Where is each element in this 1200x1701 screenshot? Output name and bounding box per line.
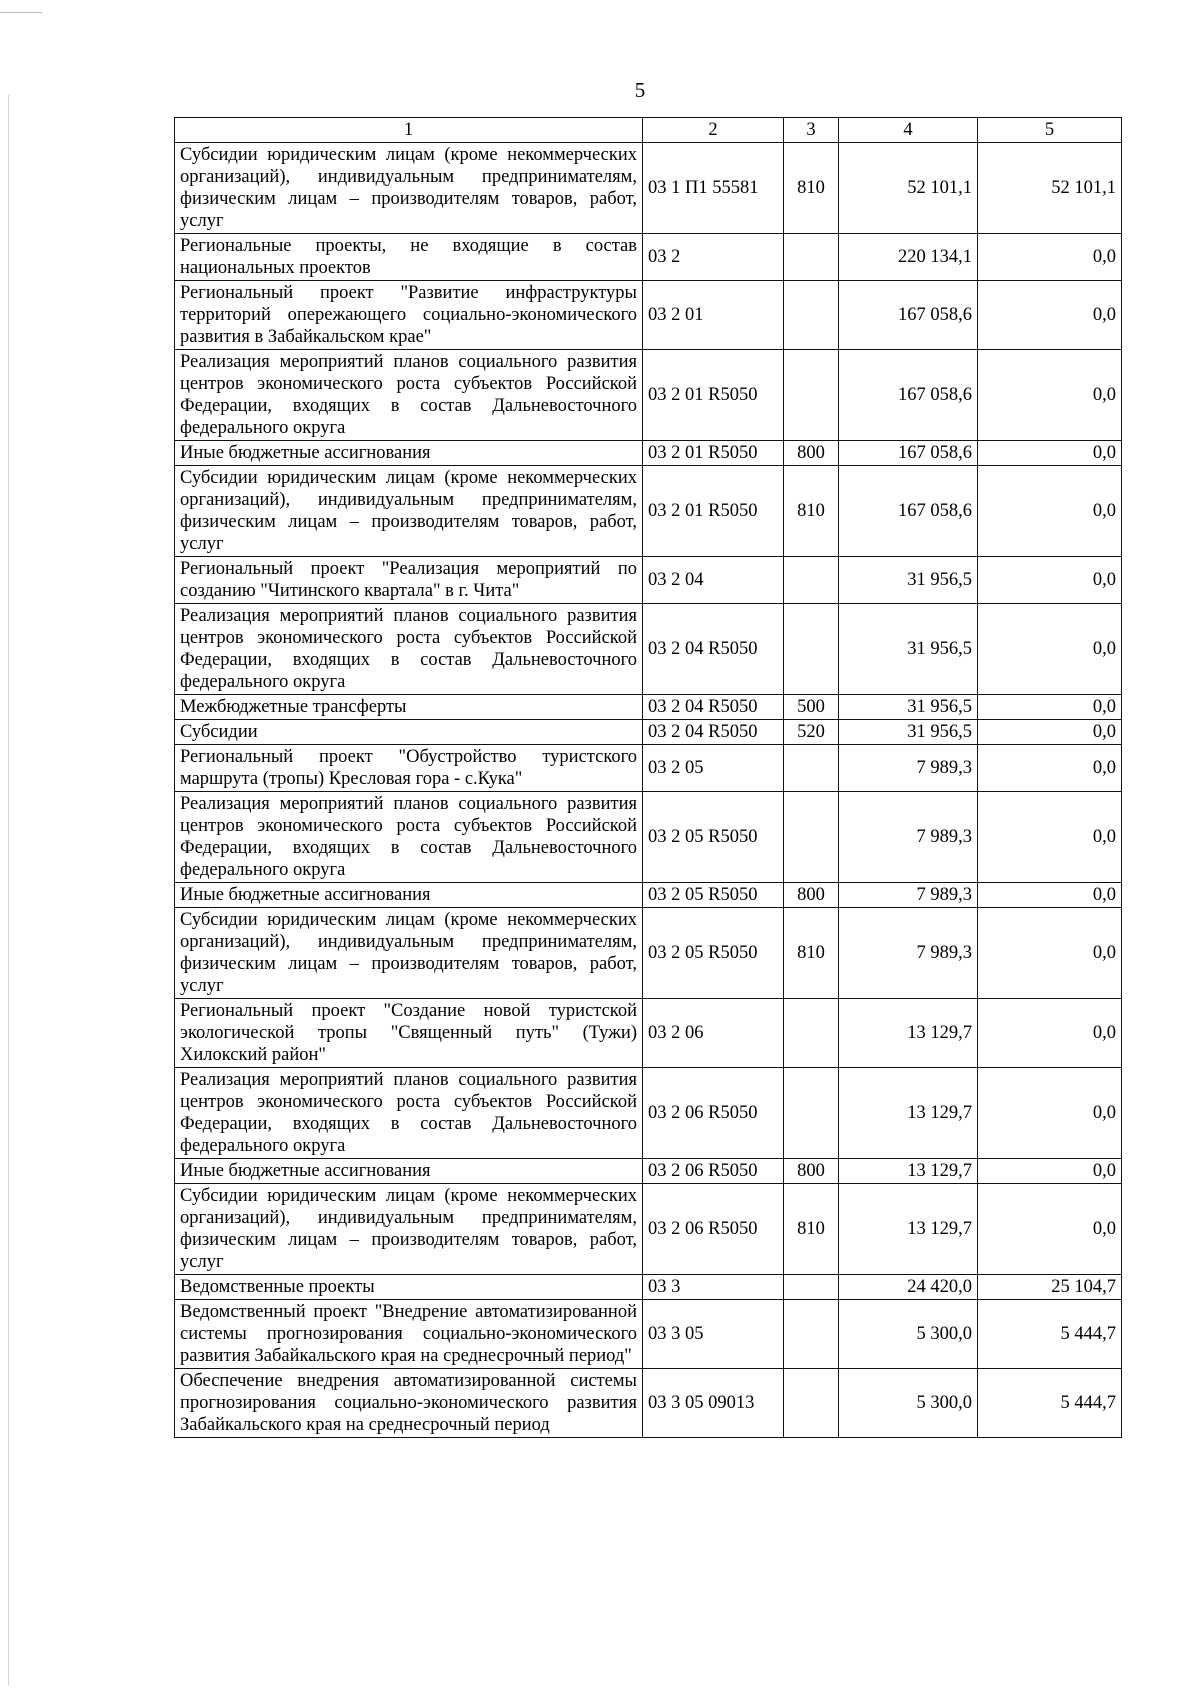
header-col-5: 5 bbox=[978, 118, 1122, 143]
table-row bbox=[175, 1369, 1122, 1438]
header-col-1: 1 bbox=[175, 118, 643, 143]
row-name-cell: Ведомственный проект "Внедрение автоматизированной системы прогнозирования социально-экономического развития Забайкальского края на среднесрочный период" bbox=[175, 1300, 643, 1369]
row-amount-1-cell: 5 300,0 bbox=[839, 1369, 978, 1438]
row-name-cell: Региональные проекты, не входящие в состав национальных проектов bbox=[175, 234, 643, 281]
row-amount-2-cell: 5 444,7 bbox=[978, 1369, 1122, 1438]
row-name-cell: Субсидии bbox=[175, 720, 643, 745]
header-col-2: 2 bbox=[643, 118, 784, 143]
row-expense-type-cell: 520 bbox=[784, 720, 839, 745]
row-amount-2-cell: 0,0 bbox=[978, 908, 1122, 999]
row-code-cell: 03 2 01 R5050 bbox=[643, 466, 784, 557]
row-expense-type-cell bbox=[784, 1275, 839, 1300]
row-amount-1-cell: 167 058,6 bbox=[839, 350, 978, 441]
row-amount-2-cell: 0,0 bbox=[978, 695, 1122, 720]
row-expense-type-cell: 500 bbox=[784, 695, 839, 720]
row-amount-1-cell: 31 956,5 bbox=[839, 604, 978, 695]
row-amount-2-cell: 0,0 bbox=[978, 350, 1122, 441]
row-amount-1-cell: 167 058,6 bbox=[839, 466, 978, 557]
row-name-cell: Реализация мероприятий планов социального развития центров экономического роста субъектов Российской Федерации, входящих в состав Дальневосточного федерального округа bbox=[175, 350, 643, 441]
row-expense-type-cell: 800 bbox=[784, 1159, 839, 1184]
row-amount-1-cell: 7 989,3 bbox=[839, 883, 978, 908]
row-amount-2-cell: 52 101,1 bbox=[978, 143, 1122, 234]
row-expense-type-cell: 810 bbox=[784, 1184, 839, 1275]
row-amount-1-cell: 13 129,7 bbox=[839, 999, 978, 1068]
row-amount-1-cell: 167 058,6 bbox=[839, 281, 978, 350]
row-expense-type-cell bbox=[784, 745, 839, 792]
row-name-cell: Региональный проект "Реализация мероприятий по созданию "Читинского квартала" в г. Чита" bbox=[175, 557, 643, 604]
table-row bbox=[175, 441, 1122, 466]
page-number: 5 bbox=[634, 78, 646, 102]
scan-edge-line bbox=[8, 95, 9, 1685]
row-amount-2-cell: 0,0 bbox=[978, 883, 1122, 908]
row-amount-2-cell: 0,0 bbox=[978, 720, 1122, 745]
table-row bbox=[175, 908, 1122, 999]
row-amount-1-cell: 7 989,3 bbox=[839, 792, 978, 883]
row-expense-type-cell bbox=[784, 234, 839, 281]
row-amount-2-cell: 0,0 bbox=[978, 1159, 1122, 1184]
row-expense-type-cell bbox=[784, 281, 839, 350]
table-row bbox=[175, 720, 1122, 745]
row-expense-type-cell bbox=[784, 1068, 839, 1159]
row-amount-2-cell: 0,0 bbox=[978, 999, 1122, 1068]
row-amount-1-cell: 31 956,5 bbox=[839, 720, 978, 745]
row-expense-type-cell bbox=[784, 1369, 839, 1438]
row-expense-type-cell: 800 bbox=[784, 441, 839, 466]
row-amount-2-cell: 5 444,7 bbox=[978, 1300, 1122, 1369]
row-code-cell: 03 2 06 R5050 bbox=[643, 1068, 784, 1159]
row-name-cell: Региональный проект "Обустройство туристского маршрута (тропы) Кресловая гора - с.Кука" bbox=[175, 745, 643, 792]
row-code-cell: 03 3 05 09013 bbox=[643, 1369, 784, 1438]
row-code-cell: 03 2 05 R5050 bbox=[643, 883, 784, 908]
table-row bbox=[175, 466, 1122, 557]
row-amount-1-cell: 167 058,6 bbox=[839, 441, 978, 466]
row-amount-2-cell: 0,0 bbox=[978, 604, 1122, 695]
row-amount-2-cell: 0,0 bbox=[978, 234, 1122, 281]
table-row bbox=[175, 143, 1122, 234]
row-name-cell: Реализация мероприятий планов социального развития центров экономического роста субъектов Российской Федерации, входящих в состав Дальневосточного федерального округа bbox=[175, 1068, 643, 1159]
row-name-cell: Межбюджетные трансферты bbox=[175, 695, 643, 720]
row-code-cell: 03 2 05 R5050 bbox=[643, 908, 784, 999]
row-expense-type-cell bbox=[784, 604, 839, 695]
row-code-cell: 03 2 05 R5050 bbox=[643, 792, 784, 883]
row-amount-1-cell: 7 989,3 bbox=[839, 745, 978, 792]
row-amount-2-cell: 0,0 bbox=[978, 1184, 1122, 1275]
row-amount-1-cell: 52 101,1 bbox=[839, 143, 978, 234]
table-row bbox=[175, 695, 1122, 720]
table-row bbox=[175, 1275, 1122, 1300]
budget-table bbox=[174, 117, 1122, 1438]
row-code-cell: 03 2 04 R5050 bbox=[643, 720, 784, 745]
table-row bbox=[175, 234, 1122, 281]
row-name-cell: Субсидии юридическим лицам (кроме некоммерческих организаций), индивидуальным предпринимателям, физическим лицам – производителям товаров, работ, услуг bbox=[175, 1184, 643, 1275]
row-code-cell: 03 2 05 bbox=[643, 745, 784, 792]
row-expense-type-cell bbox=[784, 350, 839, 441]
row-name-cell: Региональный проект "Развитие инфраструктуры территорий опережающего социально-экономического развития в Забайкальском крае" bbox=[175, 281, 643, 350]
row-expense-type-cell bbox=[784, 999, 839, 1068]
header-col-4: 4 bbox=[839, 118, 978, 143]
row-amount-1-cell: 31 956,5 bbox=[839, 557, 978, 604]
row-amount-2-cell: 25 104,7 bbox=[978, 1275, 1122, 1300]
row-expense-type-cell bbox=[784, 557, 839, 604]
table-row bbox=[175, 1184, 1122, 1275]
scan-corner-line bbox=[0, 12, 42, 13]
row-name-cell: Иные бюджетные ассигнования bbox=[175, 1159, 643, 1184]
row-amount-1-cell: 13 129,7 bbox=[839, 1184, 978, 1275]
table-row bbox=[175, 745, 1122, 792]
table-row bbox=[175, 1300, 1122, 1369]
row-code-cell: 03 2 01 bbox=[643, 281, 784, 350]
row-code-cell: 03 2 06 bbox=[643, 999, 784, 1068]
row-amount-1-cell: 5 300,0 bbox=[839, 1300, 978, 1369]
table-row bbox=[175, 999, 1122, 1068]
row-name-cell: Реализация мероприятий планов социального развития центров экономического роста субъектов Российской Федерации, входящих в состав Дальневосточного федерального округа bbox=[175, 604, 643, 695]
row-amount-1-cell: 13 129,7 bbox=[839, 1068, 978, 1159]
header-col-3: 3 bbox=[784, 118, 839, 143]
row-code-cell: 03 2 bbox=[643, 234, 784, 281]
row-code-cell: 03 2 04 bbox=[643, 557, 784, 604]
row-code-cell: 03 2 04 R5050 bbox=[643, 604, 784, 695]
row-name-cell: Иные бюджетные ассигнования bbox=[175, 441, 643, 466]
row-amount-2-cell: 0,0 bbox=[978, 281, 1122, 350]
table-row bbox=[175, 1159, 1122, 1184]
row-code-cell: 03 2 06 R5050 bbox=[643, 1184, 784, 1275]
row-expense-type-cell: 810 bbox=[784, 908, 839, 999]
row-amount-1-cell: 7 989,3 bbox=[839, 908, 978, 999]
row-code-cell: 03 3 05 bbox=[643, 1300, 784, 1369]
row-code-cell: 03 2 01 R5050 bbox=[643, 441, 784, 466]
row-amount-2-cell: 0,0 bbox=[978, 441, 1122, 466]
row-amount-2-cell: 0,0 bbox=[978, 466, 1122, 557]
row-amount-1-cell: 31 956,5 bbox=[839, 695, 978, 720]
row-expense-type-cell: 800 bbox=[784, 883, 839, 908]
row-code-cell: 03 3 bbox=[643, 1275, 784, 1300]
row-name-cell: Обеспечение внедрения автоматизированной системы прогнозирования социально-экономического развития Забайкальского края на среднесрочный период bbox=[175, 1369, 643, 1438]
row-amount-1-cell: 13 129,7 bbox=[839, 1159, 978, 1184]
table-row bbox=[175, 557, 1122, 604]
row-expense-type-cell: 810 bbox=[784, 466, 839, 557]
table-header-row bbox=[175, 118, 1122, 143]
row-name-cell: Субсидии юридическим лицам (кроме некоммерческих организаций), индивидуальным предпринимателям, физическим лицам – производителям товаров, работ, услуг bbox=[175, 466, 643, 557]
table-row bbox=[175, 1068, 1122, 1159]
row-expense-type-cell bbox=[784, 792, 839, 883]
row-code-cell: 03 1 П1 55581 bbox=[643, 143, 784, 234]
table-row bbox=[175, 792, 1122, 883]
row-name-cell: Реализация мероприятий планов социального развития центров экономического роста субъектов Российской Федерации, входящих в состав Дальневосточного федерального округа bbox=[175, 792, 643, 883]
row-name-cell: Региональный проект "Создание новой туристской экологической тропы "Священный путь" (Тужи) Хилокский район" bbox=[175, 999, 643, 1068]
row-code-cell: 03 2 01 R5050 bbox=[643, 350, 784, 441]
row-code-cell: 03 2 06 R5050 bbox=[643, 1159, 784, 1184]
row-amount-2-cell: 0,0 bbox=[978, 1068, 1122, 1159]
row-expense-type-cell: 810 bbox=[784, 143, 839, 234]
row-name-cell: Субсидии юридическим лицам (кроме некоммерческих организаций), индивидуальным предпринимателям, физическим лицам – производителям товаров, работ, услуг bbox=[175, 143, 643, 234]
table-row bbox=[175, 281, 1122, 350]
row-expense-type-cell bbox=[784, 1300, 839, 1369]
row-name-cell: Ведомственные проекты bbox=[175, 1275, 643, 1300]
row-amount-2-cell: 0,0 bbox=[978, 745, 1122, 792]
row-amount-2-cell: 0,0 bbox=[978, 792, 1122, 883]
table-row bbox=[175, 350, 1122, 441]
row-amount-1-cell: 220 134,1 bbox=[839, 234, 978, 281]
row-code-cell: 03 2 04 R5050 bbox=[643, 695, 784, 720]
row-name-cell: Субсидии юридическим лицам (кроме некоммерческих организаций), индивидуальным предпринимателям, физическим лицам – производителям товаров, работ, услуг bbox=[175, 908, 643, 999]
row-amount-2-cell: 0,0 bbox=[978, 557, 1122, 604]
row-name-cell: Иные бюджетные ассигнования bbox=[175, 883, 643, 908]
table-row bbox=[175, 604, 1122, 695]
row-amount-1-cell: 24 420,0 bbox=[839, 1275, 978, 1300]
table-row bbox=[175, 883, 1122, 908]
